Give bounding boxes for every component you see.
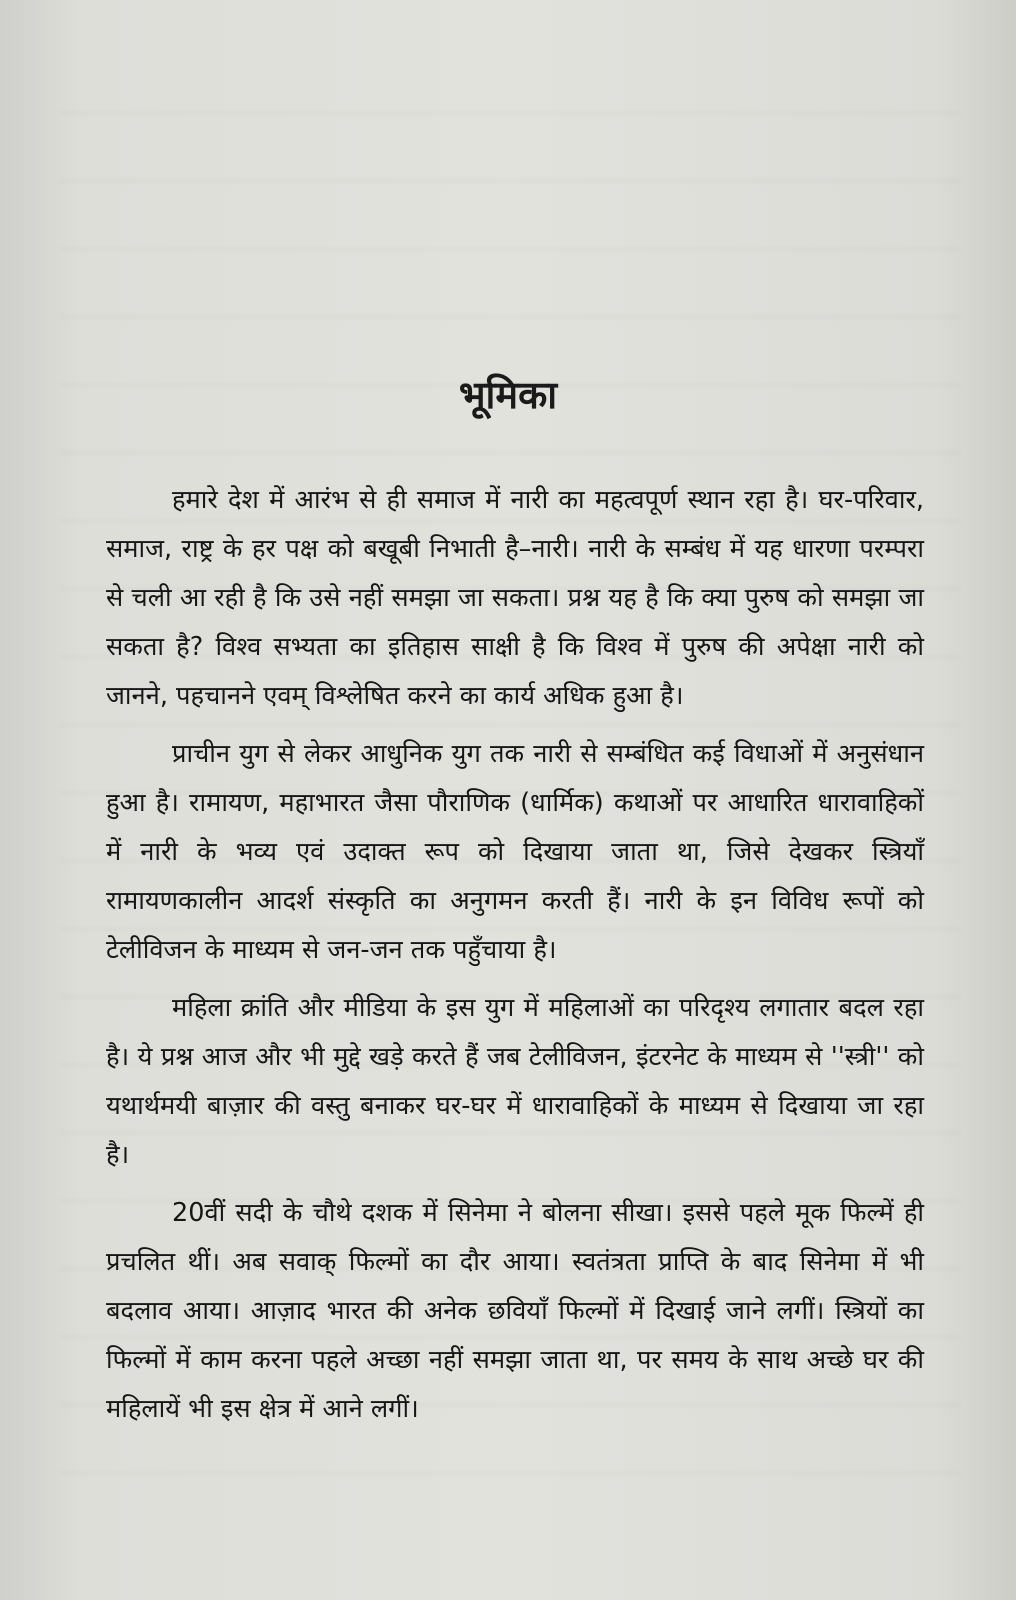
page-title: भूमिका — [458, 373, 558, 417]
paragraph-2: प्राचीन युग से लेकर आधुनिक युग तक नारी से सम्बंधित कई विधाओं में अनुसंधान हुआ है। रामायण, महाभारत जैसा पौराणिक (धार्मिक) कथाओं पर आधारित धारावाहिकों में नारी के भव्य एवं उदाक्त रूप को दिखाया जाता था, जिसे देखकर स्त्रियाँ रामायणकालीन आदर्श संस्कृति का अनुगमन करती हैं। नारी के इन विविध रूपों को टेलीविजन के माध्यम से जन-जन तक पहुँचाया है। — [106, 739, 924, 965]
paragraph-1: हमारे देश में आरंभ से ही समाज में नारी का महत्वपूर्ण स्थान रहा है। घर-परिवार, समाज, राष्ट्र के हर पक्ष को बखूबी निभाती है–नारी। नारी के सम्बंध में यह धारणा परम्परा से चली आ रही है कि उसे नहीं समझा जा सकता। प्रश्न यह है कि क्या पुरुष को समझा जा सकता है? विश्व सभ्यता का इतिहास साक्षी है कि विश्व में पुरुष की अपेक्षा नारी को जानने, पहचानने एवम् विश्लेषित करने का कार्य अधिक हुआ है। — [106, 485, 924, 711]
paragraph-3: महिला क्रांति और मीडिया के इस युग में महिलाओं का परिदृश्य लगातार बदल रहा है। ये प्रश्न आज और भी मुद्दे खड़े करते हैं जब टेलीविजन, इंटरनेट के माध्यम से ''स्त्री'' को यथार्थमयी बाज़ार की वस्तु बनाकर घर-घर में धारावाहिकों के माध्यम से दिखाया जा रहा है। — [106, 993, 924, 1170]
paragraph-4: 20वीं सदी के चौथे दशक में सिनेमा ने बोलना सीखा। इससे पहले मूक फिल्में ही प्रचलित थीं। अब सवाक् फिल्मों का दौर आया। स्वतंत्रता प्राप्ति के बाद सिनेमा में भी बदलाव आया। आज़ाद भारत की अनेक छवियाँ फिल्मों में दिखाई जाने लगीं। स्त्रियों का फिल्मों में काम करना पहले अच्छा नहीं समझा जाता था, पर समय के साथ अच्छे घर की महिलायें भी इस क्षेत्र में आने लगीं। — [106, 1198, 924, 1424]
body-text — [106, 476, 924, 1443]
